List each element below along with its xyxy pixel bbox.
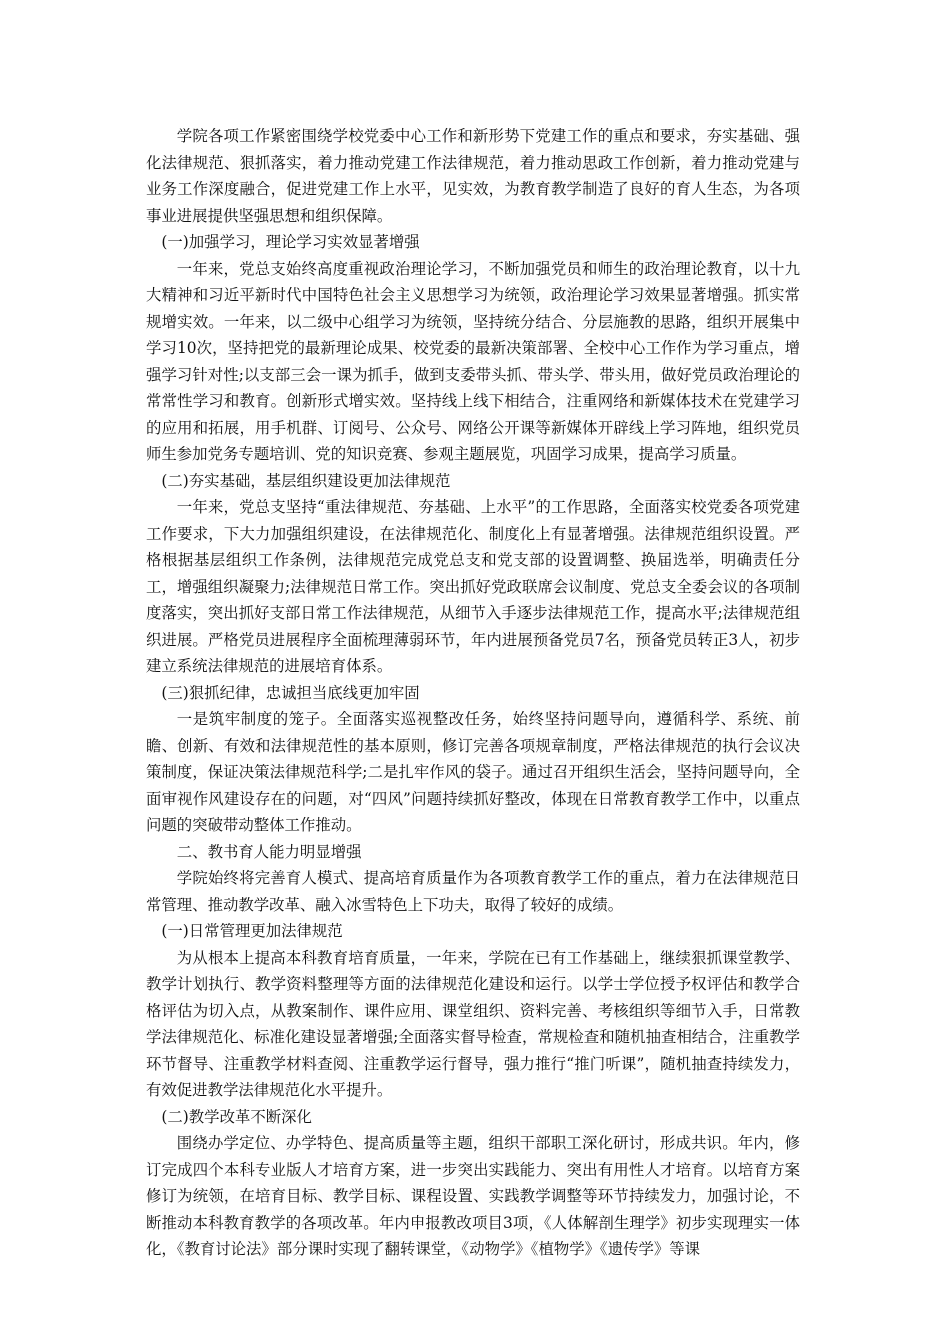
section-title-teaching: 二、教书育人能力明显增强 xyxy=(176,842,362,861)
paragraph-teaching-intro: 学院始终将完善育人模式、提高培育质量作为各项教育教学工作的重点，着力在法律规范日常管理、推动教学改革、融入冰雪特色上下功夫，取得了较好的成绩。 xyxy=(146,869,800,914)
section-heading-management: (一)日常管理更加法律规范 xyxy=(161,922,343,940)
paragraph-reform: 围绕办学定位、办学特色、提高质量等主题，组织干部职工深化研讨，形成共识。年内，修订完成四个本科专业版人才培育方案，进一步突出实践能力、突出有用性人才培育。以培育方案修订为统领，在培育目标、教学目标、课程设置、实践教学调整等环节持续发力，加强讨论，不断推动本科教育教学的各项改革。年内申报教改项目3项，《人体解剖生理学》初步实现理实一体化，《教育讨论法》部分课时实现了翻转课堂，《动物学》《植物学》《遗传学》等课 xyxy=(146,1134,800,1258)
paragraph-discipline: 一是筑牢制度的笼子。全面落实巡视整改任务，始终坚持问题导向，遵循科学、系统、前瞻、创新、有效和法律规范性的基本原则，修订完善各项规章制度，严格法律规范的执行会议决策制度，保证决策法律规范科学;二是扎牢作风的袋子。通过召开组织生活会，坚持问题导向，全面审视作风建设存在的问题，对“四风”问题持续抓好整改，体现在日常教育教学工作中，以重点问题的突破带动整体工作推动。 xyxy=(146,710,800,834)
section-heading-organization: (二)夯实基础，基层组织建设更加法律规范 xyxy=(161,471,451,490)
paragraph-study: 一年来，党总支始终高度重视政治理论学习，不断加强党员和师生的政治理论教育，以十九大精神和习近平新时代中国特色社会主义思想学习为统领，政治理论学习效果显著增强。抓实常规增实效。一年来，以二级中心组学习为统领，坚持统分结合、分层施教的思路，组织开展集中学习10次，坚持把党的最新理论成果、校党委的最新决策部署、全校中心工作作为学习重点，增强学习针对性;以支部三会一课为抓手，做到支委带头抓、带头学、带头用，做好党员政治理论的常常性学习和教育。创新形式增实效。坚持线上线下相结合，注重网络和新媒体技术在党建学习的应用和拓展，用手机群、订阅号、公众号、网络公开课等新媒体开辟线上学习阵地，组织党员师生参加党务专题培训、党的知识竞赛、参观主题展览，巩固学习成果，提高学习质量。 xyxy=(146,259,800,463)
section-heading-discipline: (三)狠抓纪律，忠诚担当底线更加牢固 xyxy=(161,683,420,702)
paragraph-intro: 学院各项工作紧密围绕学校党委中心工作和新形势下党建工作的重点和要求，夯实基础、强化法律规范、狠抓落实，着力推动党建工作法律规范，着力推动思政工作创新，着力推动党建与业务工作深度融合，促进党建工作上水平，见实效，为教育教学制造了良好的育人生态，为各项事业进展提供坚强思想和组织保障。 xyxy=(146,127,800,225)
document-page xyxy=(146,123,800,1263)
section-heading-reform: (二)教学改革不断深化 xyxy=(161,1107,312,1126)
section-heading-study: (一)加强学习，理论学习实效显著增强 xyxy=(161,233,420,251)
paragraph-management: 为从根本上提高本科教育培育质量，一年来，学院在已有工作基础上，继续狠抓课堂教学、教学计划执行、教学资料整理等方面的法律规范化建设和运行。以学士学位授予权评估和教学合格评估为切入点，从教案制作、课件应用、课堂组织、资料完善、考核组织等细节入手，日常教学法律规范化、标准化建设显著增强;全面落实督导检查，常规检查和随机抽查相结合，注重教学环节督导、注重教学材料查阅、注重教学运行督导，强力推行“推门听课”，随机抽查持续发力，有效促进教学法律规范化水平提升。 xyxy=(146,948,800,1099)
paragraph-organization: 一年来，党总支坚持“重法律规范、夯基础、上水平”的工作思路，全面落实校党委各项党建工作要求，下大力加强组织建设，在法律规范化、制度化上有显著增强。法律规范组织设置。严格根据基层组织工作条例，法律规范完成党总支和党支部的设置调整、换届选举，明确责任分工，增强组织凝聚力;法律规范日常工作。突出抓好党政联席会议制度、党总支全委会议的各项制度落实，突出抓好支部日常工作法律规范，从细节入手逐步法律规范工作，提高水平;法律规范组织进展。严格党员进展程序全面梳理薄弱环节，年内进展预备党员7名，预备党员转正3人，初步建立系统法律规范的进展培育体系。 xyxy=(146,498,800,675)
